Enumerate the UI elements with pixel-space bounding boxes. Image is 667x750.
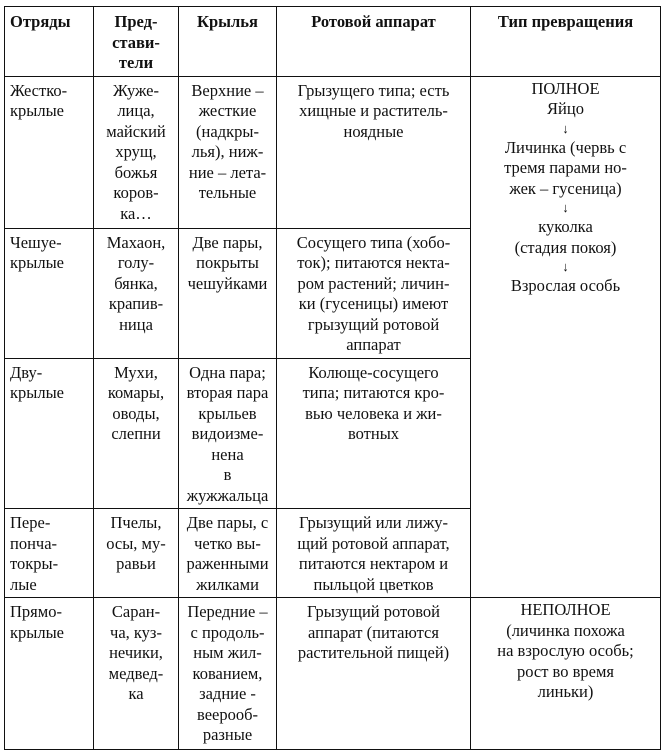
representatives-cell: Саран- ча, куз- нечики, медвед- ка <box>94 598 179 750</box>
stage-pupa: куколка (стадия покоя) <box>514 217 617 257</box>
wings-cell: Передние – с продоль- ным жил- кованием, задние - веерооб- разные <box>179 598 277 750</box>
header-row <box>5 7 661 77</box>
order-cell: Прямо- крылые <box>5 598 94 750</box>
arrow-down-icon: ↓ <box>562 200 569 215</box>
stage-adult: Взрослая особь <box>510 276 621 295</box>
insect-orders-table <box>4 6 661 750</box>
representatives-cell: Мухи, комары, оводы, слепни <box>94 358 179 509</box>
representatives-cell: Махаон, голу- бянка, крапив- ница <box>94 228 179 358</box>
stage-egg: Яйцо <box>547 99 584 118</box>
table-row <box>5 598 661 750</box>
header-representatives: Пред- стави- тели <box>94 7 179 77</box>
order-cell: Дву- крылые <box>5 358 94 509</box>
wings-cell: Одна пара; вторая пара крыльев видоизме- нена в жужжальца <box>179 358 277 509</box>
incomplete-metamorphosis-cell <box>471 598 661 750</box>
order-cell: Жестко- крылые <box>5 76 94 228</box>
wings-cell: Две пары, покрыты чешуйками <box>179 228 277 358</box>
representatives-cell: Жуже- лица, майский хрущ, божья коров- ка… <box>94 76 179 228</box>
mouthparts-cell: Грызущий ротовой аппарат (питаются растительной пищей) <box>277 598 471 750</box>
header-development-type: Тип превращения <box>471 7 661 77</box>
incomplete-description: (личинка похожа на взрослую особь; рост во время линьки) <box>497 620 634 701</box>
arrow-down-icon: ↓ <box>562 120 569 136</box>
order-cell: Пере- понча- токры- лые <box>5 509 94 598</box>
header-order: Отряды <box>5 7 94 77</box>
complete-title: ПОЛНОЕ <box>531 78 600 98</box>
mouthparts-cell: Грызущий или лижу- щий ротовой аппарат, питаются нектаром и пыльцой цветков <box>277 509 471 598</box>
order-cell: Чешуе- крылые <box>5 228 94 358</box>
representatives-cell: Пчелы, осы, му- равьи <box>94 509 179 598</box>
incomplete-title: НЕПОЛНОЕ <box>520 600 611 619</box>
stage-larva: Личинка (червь с тремя парами но- жек – гусеница) <box>504 137 627 198</box>
mouthparts-cell: Сосущего типа (хобо- ток); питаются нектa- ром растений; личин- ки (гусеницы) имеют грызущий ротовой аппарат <box>277 228 471 358</box>
header-mouthparts: Ротовой аппарат <box>277 7 471 77</box>
wings-cell: Две пары, с четко вы- раженными жилками <box>179 509 277 598</box>
mouthparts-cell: Грызущего типа; есть хищные и раститель- ноядные <box>277 76 471 228</box>
wings-cell: Верхние – жесткие (надкры- лья), ниж- ние – лета- тельные <box>179 76 277 228</box>
table-row <box>5 76 661 228</box>
complete-metamorphosis-cell <box>471 76 661 598</box>
header-wings: Крылья <box>179 7 277 77</box>
mouthparts-cell: Колюще-сосущего типа; питаются кро- вью человека и жи- вотных <box>277 358 471 509</box>
arrow-down-icon: ↓ <box>562 259 569 274</box>
